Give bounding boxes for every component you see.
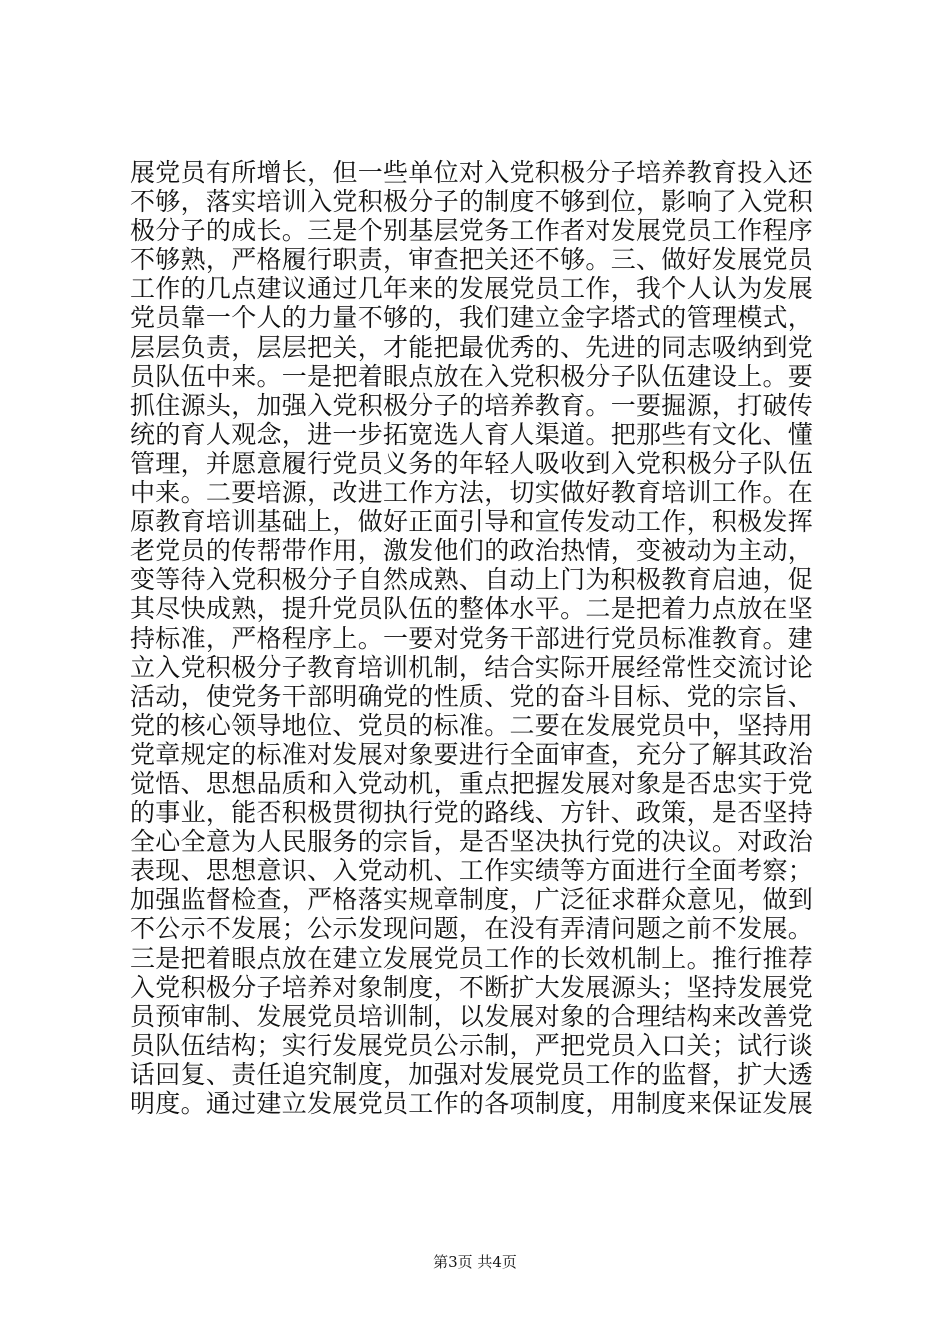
body-text-line: 不够，落实培训入党积极分子的制度不够到位，影响了入党积 <box>130 187 814 217</box>
body-text-line: 原教育培训基础上，做好正面引导和宣传发动工作，积极发挥 <box>130 507 814 537</box>
body-text-line: 党的核心领导地位、党员的标准。二要在发展党员中，坚持用 <box>130 710 814 740</box>
page-number-footer: 第3页 共4页 <box>433 1253 517 1271</box>
body-text-line: 中来。二要培源，改进工作方法，切实做好教育培训工作。在 <box>130 478 814 508</box>
body-text-line: 活动，使党务干部明确党的性质、党的奋斗目标、党的宗旨、 <box>130 681 814 711</box>
body-text-line: 管理，并愿意履行党员义务的年轻人吸收到入党积极分子队伍 <box>130 448 814 478</box>
body-text-line: 持标准，严格程序上。一要对党务干部进行党员标准教育。建 <box>130 623 814 653</box>
body-text-line: 加强监督检查，严格落实规章制度，广泛征求群众意见，做到 <box>130 885 814 915</box>
body-text-line: 话回复、责任追究制度，加强对发展党员工作的监督，扩大透 <box>130 1059 814 1089</box>
body-text-line: 全心全意为人民服务的宗旨，是否坚决执行党的决议。对政治 <box>130 827 814 857</box>
body-text-line: 觉悟、思想品质和入党动机，重点把握发展对象是否忠实于党 <box>130 768 814 798</box>
body-text-line: 的事业，能否积极贯彻执行党的路线、方针、政策，是否坚持 <box>130 798 814 828</box>
body-text-line: 展党员有所增长，但一些单位对入党积极分子培养教育投入还 <box>130 158 814 187</box>
body-text-line: 老党员的传帮带作用，激发他们的政治热情，变被动为主动， <box>130 536 814 566</box>
body-text-line: 员队伍中来。一是把着眼点放在入党积极分子队伍建设上。要 <box>130 361 814 391</box>
body-text-line: 不公示不发展；公示发现问题，在没有弄清问题之前不发展。 <box>130 914 814 944</box>
body-text-line: 立入党积极分子教育培训机制，结合实际开展经常性交流讨论 <box>130 652 814 682</box>
body-text-line: 统的育人观念，进一步拓宽选人育人渠道。把那些有文化、懂 <box>130 419 814 449</box>
body-text <box>130 158 830 1118</box>
body-text-line: 入党积极分子培养对象制度，不断扩大发展源头；坚持发展党 <box>130 972 814 1002</box>
body-text-line: 党章规定的标准对发展对象要进行全面审查，充分了解其政治 <box>130 739 814 769</box>
body-text-line: 层层负责，层层把关，才能把最优秀的、先进的同志吸纳到党 <box>130 332 814 362</box>
body-text-line: 表现、思想意识、入党动机、工作实绩等方面进行全面考察； <box>130 856 814 886</box>
body-text-line: 不够熟，严格履行职责，审查把关还不够。三、做好发展党员 <box>130 245 814 275</box>
body-text-line: 其尽快成熟，提升党员队伍的整体水平。二是把着力点放在坚 <box>130 594 814 624</box>
body-text-line: 变等待入党积极分子自然成熟、自动上门为积极教育启迪，促 <box>130 565 814 595</box>
body-text-line: 明度。通过建立发展党员工作的各项制度，用制度来保证发展 <box>130 1089 814 1118</box>
body-text-line: 抓住源头，加强入党积极分子的培养教育。一要掘源，打破传 <box>130 390 814 420</box>
body-text-line: 员队伍结构；实行发展党员公示制，严把党员入口关；试行谈 <box>130 1030 814 1060</box>
body-text-line: 员预审制、发展党员培训制，以发展对象的合理结构来改善党 <box>130 1001 814 1031</box>
body-text-line: 三是把着眼点放在建立发展党员工作的长效机制上。推行推荐 <box>130 943 814 973</box>
body-text-line: 工作的几点建议通过几年来的发展党员工作，我个人认为发展 <box>130 274 814 304</box>
body-text-line: 党员靠一个人的力量不够的，我们建立金字塔式的管理模式， <box>130 303 814 333</box>
body-text-line: 极分子的成长。三是个别基层党务工作者对发展党员工作程序 <box>130 216 814 246</box>
